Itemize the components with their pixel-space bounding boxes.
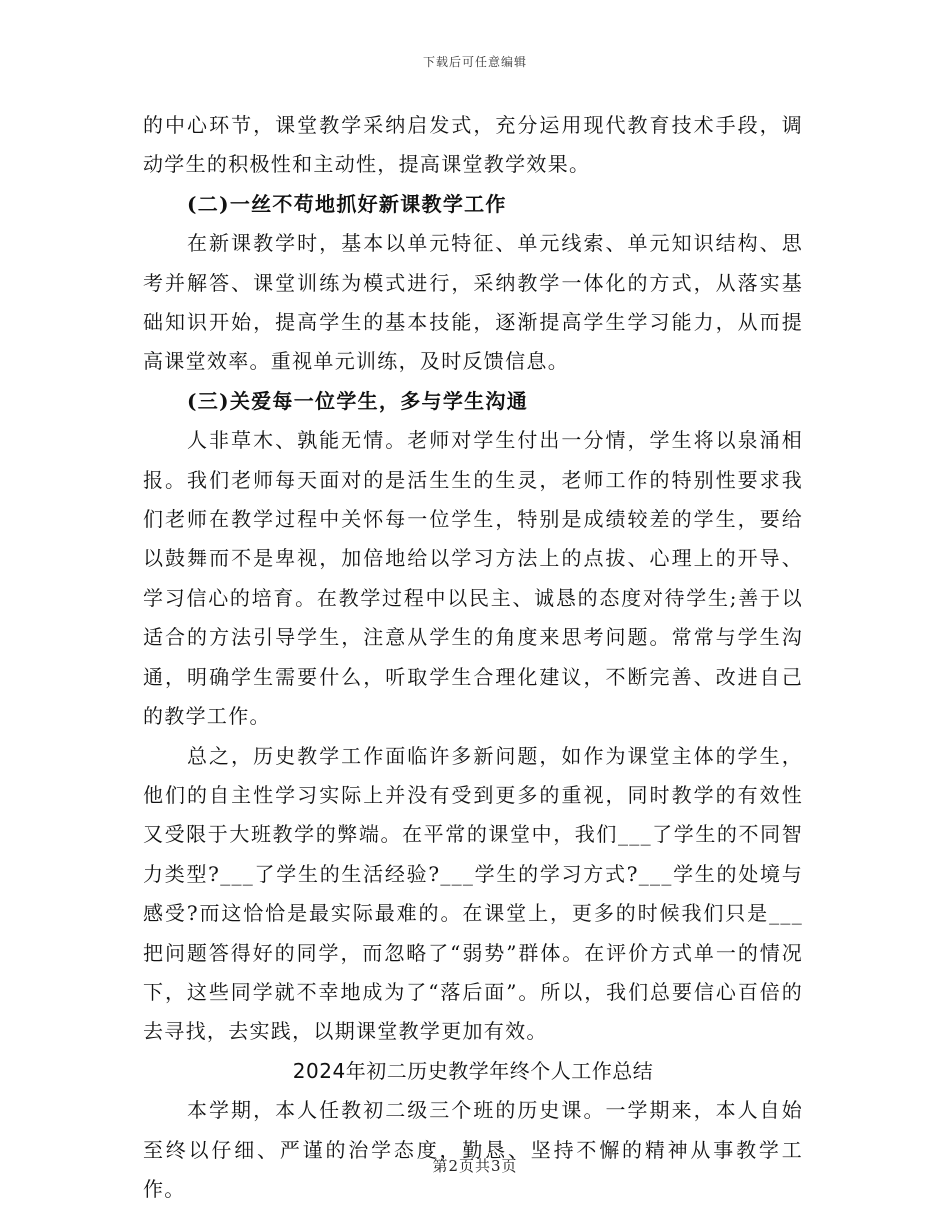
paragraph: 本学期，本人任教初二级三个班的历史课。一学期来，本人自始至终以仔细、严谨的治学态度，勤恳、坚持不懈的精神从事教学工作。 <box>143 1098 803 1201</box>
page-header: 下载后可任意编辑 <box>422 55 527 69</box>
section-heading: (二)一丝不苟地抓好新课教学工作 <box>187 191 507 216</box>
paragraph: 的中心环节，课堂教学采纳启发式，充分运用现代教育技术手段，调动学生的积极性和主动性，提高课堂教学效果。 <box>143 113 803 177</box>
page-footer: 第2页共3页 <box>432 1157 518 1175</box>
document-title: 2024年初二历史教学年终个人工作总结 <box>292 1058 654 1083</box>
section-heading: (三)关爱每一位学生，多与学生沟通 <box>187 388 529 413</box>
paragraph: 在新课教学时，基本以单元特征、单元线索、单元知识结构、思考并解答、课堂训练为模式进行，采纳教学一体化的方式，从落实基础知识开始，提高学生的基本技能，逐渐提高学生学习能力，从而提高课堂效率。重视单元训练，及时反馈信息。 <box>143 231 803 374</box>
document-body <box>143 106 803 1209</box>
paragraph: 人非草木、孰能无情。老师对学生付出一分情，学生将以泉涌相报。我们老师每天面对的是活生生的生灵，老师工作的特别性要求我们老师在教学过程中关怀每一位学生，特别是成绩较差的学生，要给以鼓舞而不是卑视，加倍地给以学习方法上的点拔、心理上的开导、学习信心的培育。在教学过程中以民主、诚恳的态度对待学生;善于以适合的方法引导学生，注意从学生的角度来思考问题。常常与学生沟通，明确学生需要什么，听取学生合理化建议，不断完善、改进自己的教学工作。 <box>143 428 803 729</box>
paragraph: 总之，历史教学工作面临许多新问题，如作为课堂主体的学生，他们的自主性学习实际上并没有受到更多的重视，同时教学的有效性又受限于大班教学的弊端。在平常的课堂中，我们___了学生的不同智力类型?___了学生的生活经验?___学生的学习方式?___学生的处境与感受?而这恰恰是最实际最难的。在课堂上，更多的时候我们只是___把问题答得好的同学，而忽略了“弱势”群体。在评价方式单一的情况下，这些同学就不幸地成为了“落后面”。所以，我们总要信心百倍的去寻找，去实践，以期课堂教学更加有效。 <box>143 743 803 1044</box>
